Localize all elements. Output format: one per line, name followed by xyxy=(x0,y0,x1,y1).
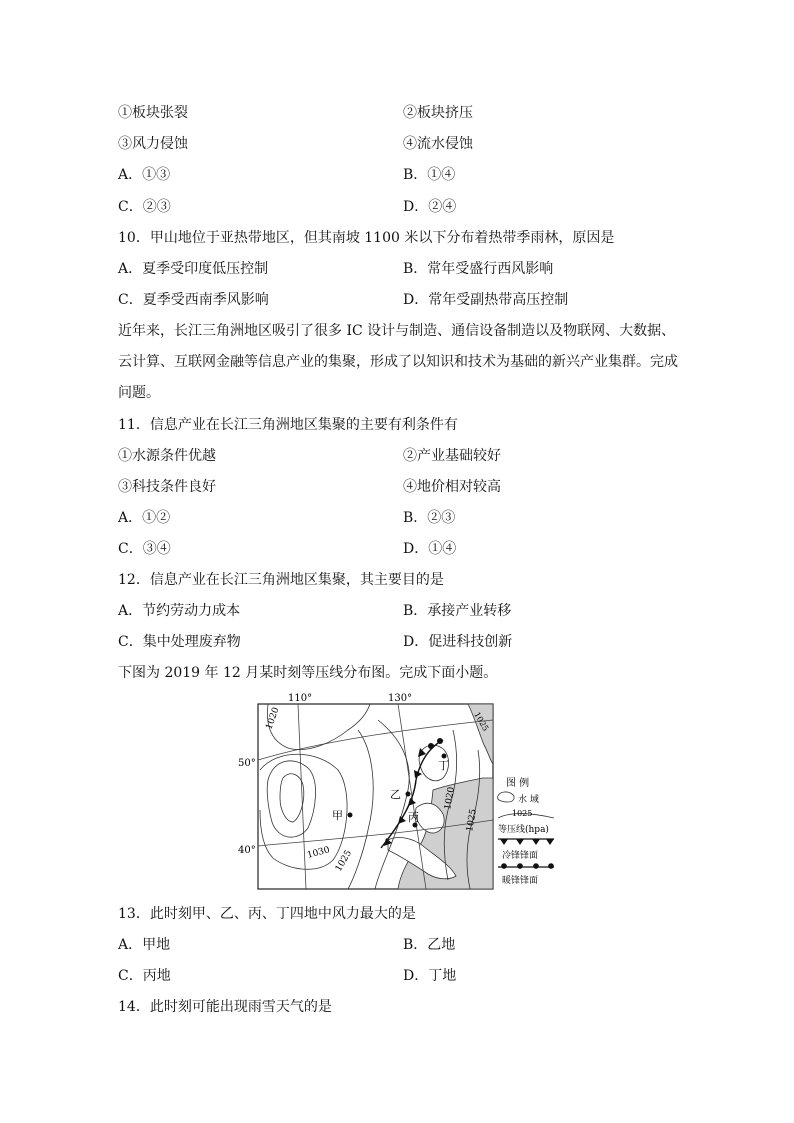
place-yi: 乙 xyxy=(390,788,401,801)
isobar-label-1025-b: 1025 xyxy=(465,808,479,833)
q12-stem: 12．信息产业在长江三角洲地区集聚，其主要目的是 xyxy=(118,572,444,588)
q13-choice-a: A．甲地 xyxy=(118,937,171,953)
q12-choice-a: A．节约劳动力成本 xyxy=(118,603,241,619)
q11-choice-d: D．①④ xyxy=(403,541,457,557)
q9-option-1: ①板块张裂 xyxy=(118,105,188,121)
isobar-label-1025-a: 1025 xyxy=(333,848,355,874)
q13-choice-d: D．丁地 xyxy=(403,968,457,984)
place-yi-dot xyxy=(406,792,411,797)
isobar-label-1020-b: 1020 xyxy=(443,786,457,811)
legend-isobar-value: 1025 xyxy=(512,809,533,818)
q9-choice-d: D．②④ xyxy=(403,199,457,215)
lat-label-40: 40° xyxy=(238,845,256,856)
passage2-line-1: 下图为 2019 年 12 月某时刻等压线分布图。完成下面小题。 xyxy=(118,665,498,681)
q9-option-2: ②板块挤压 xyxy=(403,105,473,121)
lat-label-50: 50° xyxy=(238,758,256,769)
passage1-line-1: 近年来，长江三角洲地区吸引了很多 IC 设计与制造、通信设备制造以及物联网、大数据、 xyxy=(118,323,676,339)
q9-option-3: ③风力侵蚀 xyxy=(118,136,188,152)
q9-option-4: ④流水侵蚀 xyxy=(403,136,473,152)
q9-choice-c: C．②③ xyxy=(118,199,171,215)
q11-option-4: ④地价相对较高 xyxy=(403,479,501,495)
q10-stem: 10．甲山地位于亚热带地区，但其南坡 1100 米以下分布着热带季雨林，原因是 xyxy=(118,230,615,246)
q11-option-2: ②产业基础较好 xyxy=(403,448,501,464)
q10-choice-a: A．夏季受印度低压控制 xyxy=(118,261,269,277)
passage1-line-2: 云计算、互联网金融等信息产业的集聚，形成了以知识和技术为基础的新兴产业集群。完成 xyxy=(118,354,678,370)
q11-option-3: ③科技条件良好 xyxy=(118,479,216,495)
passage1-line-3: 问题。 xyxy=(118,385,160,401)
q10-choice-c: C．夏季受西南季风影响 xyxy=(118,292,269,308)
legend-isobar: 等压线(hpa) xyxy=(498,825,549,835)
legend-cold-front: 冷锋锋面 xyxy=(502,851,539,861)
q13-stem: 13．此时刻甲、乙、丙、丁四地中风力最大的是 xyxy=(118,906,416,922)
q9-choice-b: B．①④ xyxy=(403,167,456,183)
q11-stem: 11．信息产业在长江三角洲地区集聚的主要有利条件有 xyxy=(118,417,458,433)
q11-option-1: ①水源条件优越 xyxy=(118,448,216,464)
q11-choice-a: A．①② xyxy=(118,510,171,526)
isobar-label-1030: 1030 xyxy=(306,845,331,861)
place-ding: 丁 xyxy=(438,759,449,772)
place-ding-dot xyxy=(442,754,447,759)
legend-warm-front: 暖锋锋面 xyxy=(502,876,539,886)
q11-choice-c: C．③④ xyxy=(118,541,171,557)
isobar-map xyxy=(238,690,556,890)
q13-choice-c: C．丙地 xyxy=(118,968,171,984)
q12-choice-d: D．促进科技创新 xyxy=(403,634,513,650)
q9-choice-a: A．①③ xyxy=(118,167,171,183)
q10-choice-b: B．常年受盛行西风影响 xyxy=(403,261,554,277)
isobar-label-1025-c: 1025 xyxy=(472,710,491,733)
q12-choice-c: C．集中处理废弃物 xyxy=(118,634,241,650)
place-jia: 甲 xyxy=(332,809,343,822)
legend-water: 水 域 xyxy=(518,795,539,805)
lon-label-130: 130° xyxy=(388,693,413,704)
q12-choice-b: B．承接产业转移 xyxy=(403,603,512,619)
legend-water-icon xyxy=(498,792,514,802)
legend-title: 图 例 xyxy=(506,778,530,789)
place-jia-dot xyxy=(348,813,353,818)
q13-choice-b: B．乙地 xyxy=(403,937,456,953)
map-legend xyxy=(498,776,554,886)
q10-choice-d: D．常年受副热带高压控制 xyxy=(403,292,569,308)
place-bing: 丙 xyxy=(408,811,419,824)
q14-stem: 14．此时刻可能出现雨雪天气的是 xyxy=(118,999,332,1015)
isobar-label-1020-a: 1020 xyxy=(264,706,282,732)
q11-choice-b: B．②③ xyxy=(403,510,456,526)
lon-label-110: 110° xyxy=(288,693,313,704)
